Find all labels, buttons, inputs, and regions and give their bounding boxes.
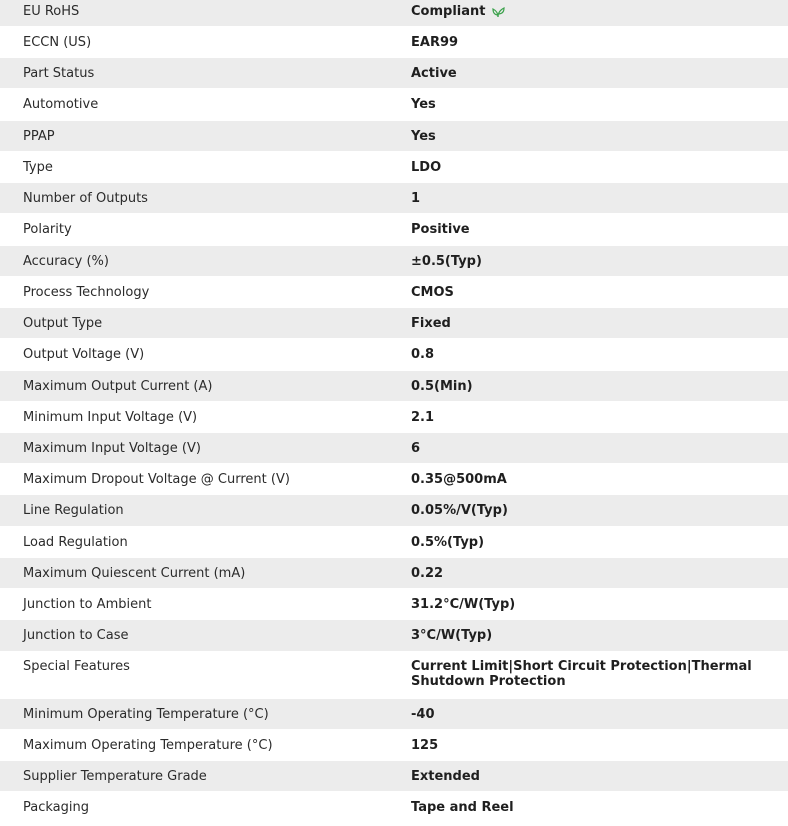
spec-value: 2.1	[411, 410, 435, 425]
spec-row	[0, 121, 788, 152]
spec-value-cell	[411, 285, 761, 300]
spec-value-cell	[411, 4, 761, 19]
spec-value-cell	[411, 628, 761, 643]
spec-row	[0, 652, 788, 699]
spec-value-cell	[411, 597, 761, 612]
spec-label: Minimum Operating Temperature (°C)	[23, 707, 269, 722]
spec-value-cell	[411, 316, 761, 331]
spec-value-cell	[411, 66, 761, 81]
spec-label: EU RoHS	[23, 4, 80, 19]
spec-row	[0, 339, 788, 371]
spec-value-cell	[411, 254, 761, 269]
spec-value: 3°C/W(Typ)	[411, 628, 493, 643]
spec-value: 0.5(Min)	[411, 379, 473, 394]
spec-row	[0, 699, 788, 730]
spec-row	[0, 495, 788, 527]
spec-label: Automotive	[23, 97, 99, 112]
spec-label: Output Voltage (V)	[23, 347, 145, 362]
spec-label: Process Technology	[23, 285, 150, 300]
spec-value: 0.8	[411, 347, 435, 362]
spec-value-cell	[411, 222, 761, 237]
spec-value: Extended	[411, 769, 480, 784]
spec-value-cell	[411, 566, 761, 581]
spec-label: Maximum Output Current (A)	[23, 379, 213, 394]
spec-value: Active	[411, 66, 457, 81]
spec-value-cell	[411, 503, 761, 518]
spec-value-cell	[411, 160, 761, 175]
spec-value-cell	[411, 191, 761, 206]
spec-row	[0, 58, 788, 89]
spec-row	[0, 152, 788, 183]
spec-row	[0, 371, 788, 402]
spec-label: PPAP	[23, 129, 55, 144]
spec-row	[0, 27, 788, 58]
spec-row	[0, 308, 788, 339]
spec-row	[0, 433, 788, 464]
spec-row	[0, 89, 788, 121]
spec-value-cell	[411, 535, 761, 550]
spec-row	[0, 589, 788, 620]
spec-value: Positive	[411, 222, 470, 237]
spec-row	[0, 527, 788, 558]
spec-row	[0, 402, 788, 433]
spec-value-cell	[411, 97, 761, 112]
spec-value-cell	[411, 35, 761, 50]
spec-value: Yes	[411, 97, 436, 112]
spec-label: Maximum Dropout Voltage @ Current (V)	[23, 472, 290, 487]
spec-value-cell	[411, 379, 761, 394]
spec-value: EAR99	[411, 35, 459, 50]
spec-value: 6	[411, 441, 421, 456]
spec-value: LDO	[411, 160, 442, 175]
spec-value-cell	[411, 659, 761, 689]
spec-value-cell	[411, 800, 761, 815]
spec-row	[0, 620, 788, 652]
spec-value: Current Limit|Short Circuit Protection|Thermal Shutdown Protection	[411, 659, 752, 689]
spec-value-cell	[411, 769, 761, 784]
spec-row	[0, 761, 788, 792]
spec-row	[0, 792, 788, 824]
spec-label: Supplier Temperature Grade	[23, 769, 207, 784]
spec-label: Part Status	[23, 66, 95, 81]
spec-value: 0.5%(Typ)	[411, 535, 485, 550]
spec-value: Compliant	[411, 4, 486, 19]
spec-value-cell	[411, 347, 761, 362]
spec-value: 31.2°C/W(Typ)	[411, 597, 516, 612]
spec-row	[0, 214, 788, 246]
spec-value-cell	[411, 441, 761, 456]
spec-value: Tape and Reel	[411, 800, 514, 815]
spec-row	[0, 277, 788, 308]
spec-label: ECCN (US)	[23, 35, 92, 50]
spec-value-cell	[411, 410, 761, 425]
spec-row	[0, 558, 788, 589]
spec-label: Polarity	[23, 222, 72, 237]
leaf-icon	[491, 6, 505, 18]
spec-value: -40	[411, 707, 435, 722]
spec-row	[0, 246, 788, 277]
spec-label: Number of Outputs	[23, 191, 148, 206]
spec-label: Minimum Input Voltage (V)	[23, 410, 198, 425]
spec-value: 1	[411, 191, 421, 206]
spec-label: Maximum Operating Temperature (°C)	[23, 738, 273, 753]
spec-value-cell	[411, 129, 761, 144]
spec-label: Load Regulation	[23, 535, 128, 550]
spec-value: ±0.5(Typ)	[411, 254, 482, 269]
spec-row	[0, 730, 788, 761]
spec-value-cell	[411, 707, 761, 722]
spec-value: Yes	[411, 129, 436, 144]
spec-value-cell	[411, 472, 761, 487]
spec-label: Output Type	[23, 316, 103, 331]
spec-label: Accuracy (%)	[23, 254, 109, 269]
spec-value: 125	[411, 738, 439, 753]
spec-label: Maximum Quiescent Current (mA)	[23, 566, 246, 581]
spec-label: Special Features	[23, 659, 130, 674]
spec-label: Type	[23, 160, 53, 175]
spec-label: Junction to Case	[23, 628, 129, 643]
spec-value: Fixed	[411, 316, 451, 331]
spec-label: Junction to Ambient	[23, 597, 152, 612]
spec-label: Line Regulation	[23, 503, 124, 518]
spec-row	[0, 0, 788, 27]
spec-label: Packaging	[23, 800, 89, 815]
spec-row	[0, 464, 788, 495]
spec-label: Maximum Input Voltage (V)	[23, 441, 201, 456]
spec-value: 0.05%/V(Typ)	[411, 503, 508, 518]
spec-value: CMOS	[411, 285, 454, 300]
spec-value: 0.22	[411, 566, 444, 581]
spec-row	[0, 183, 788, 214]
spec-value-cell	[411, 738, 761, 753]
spec-value: 0.35@500mA	[411, 472, 507, 487]
